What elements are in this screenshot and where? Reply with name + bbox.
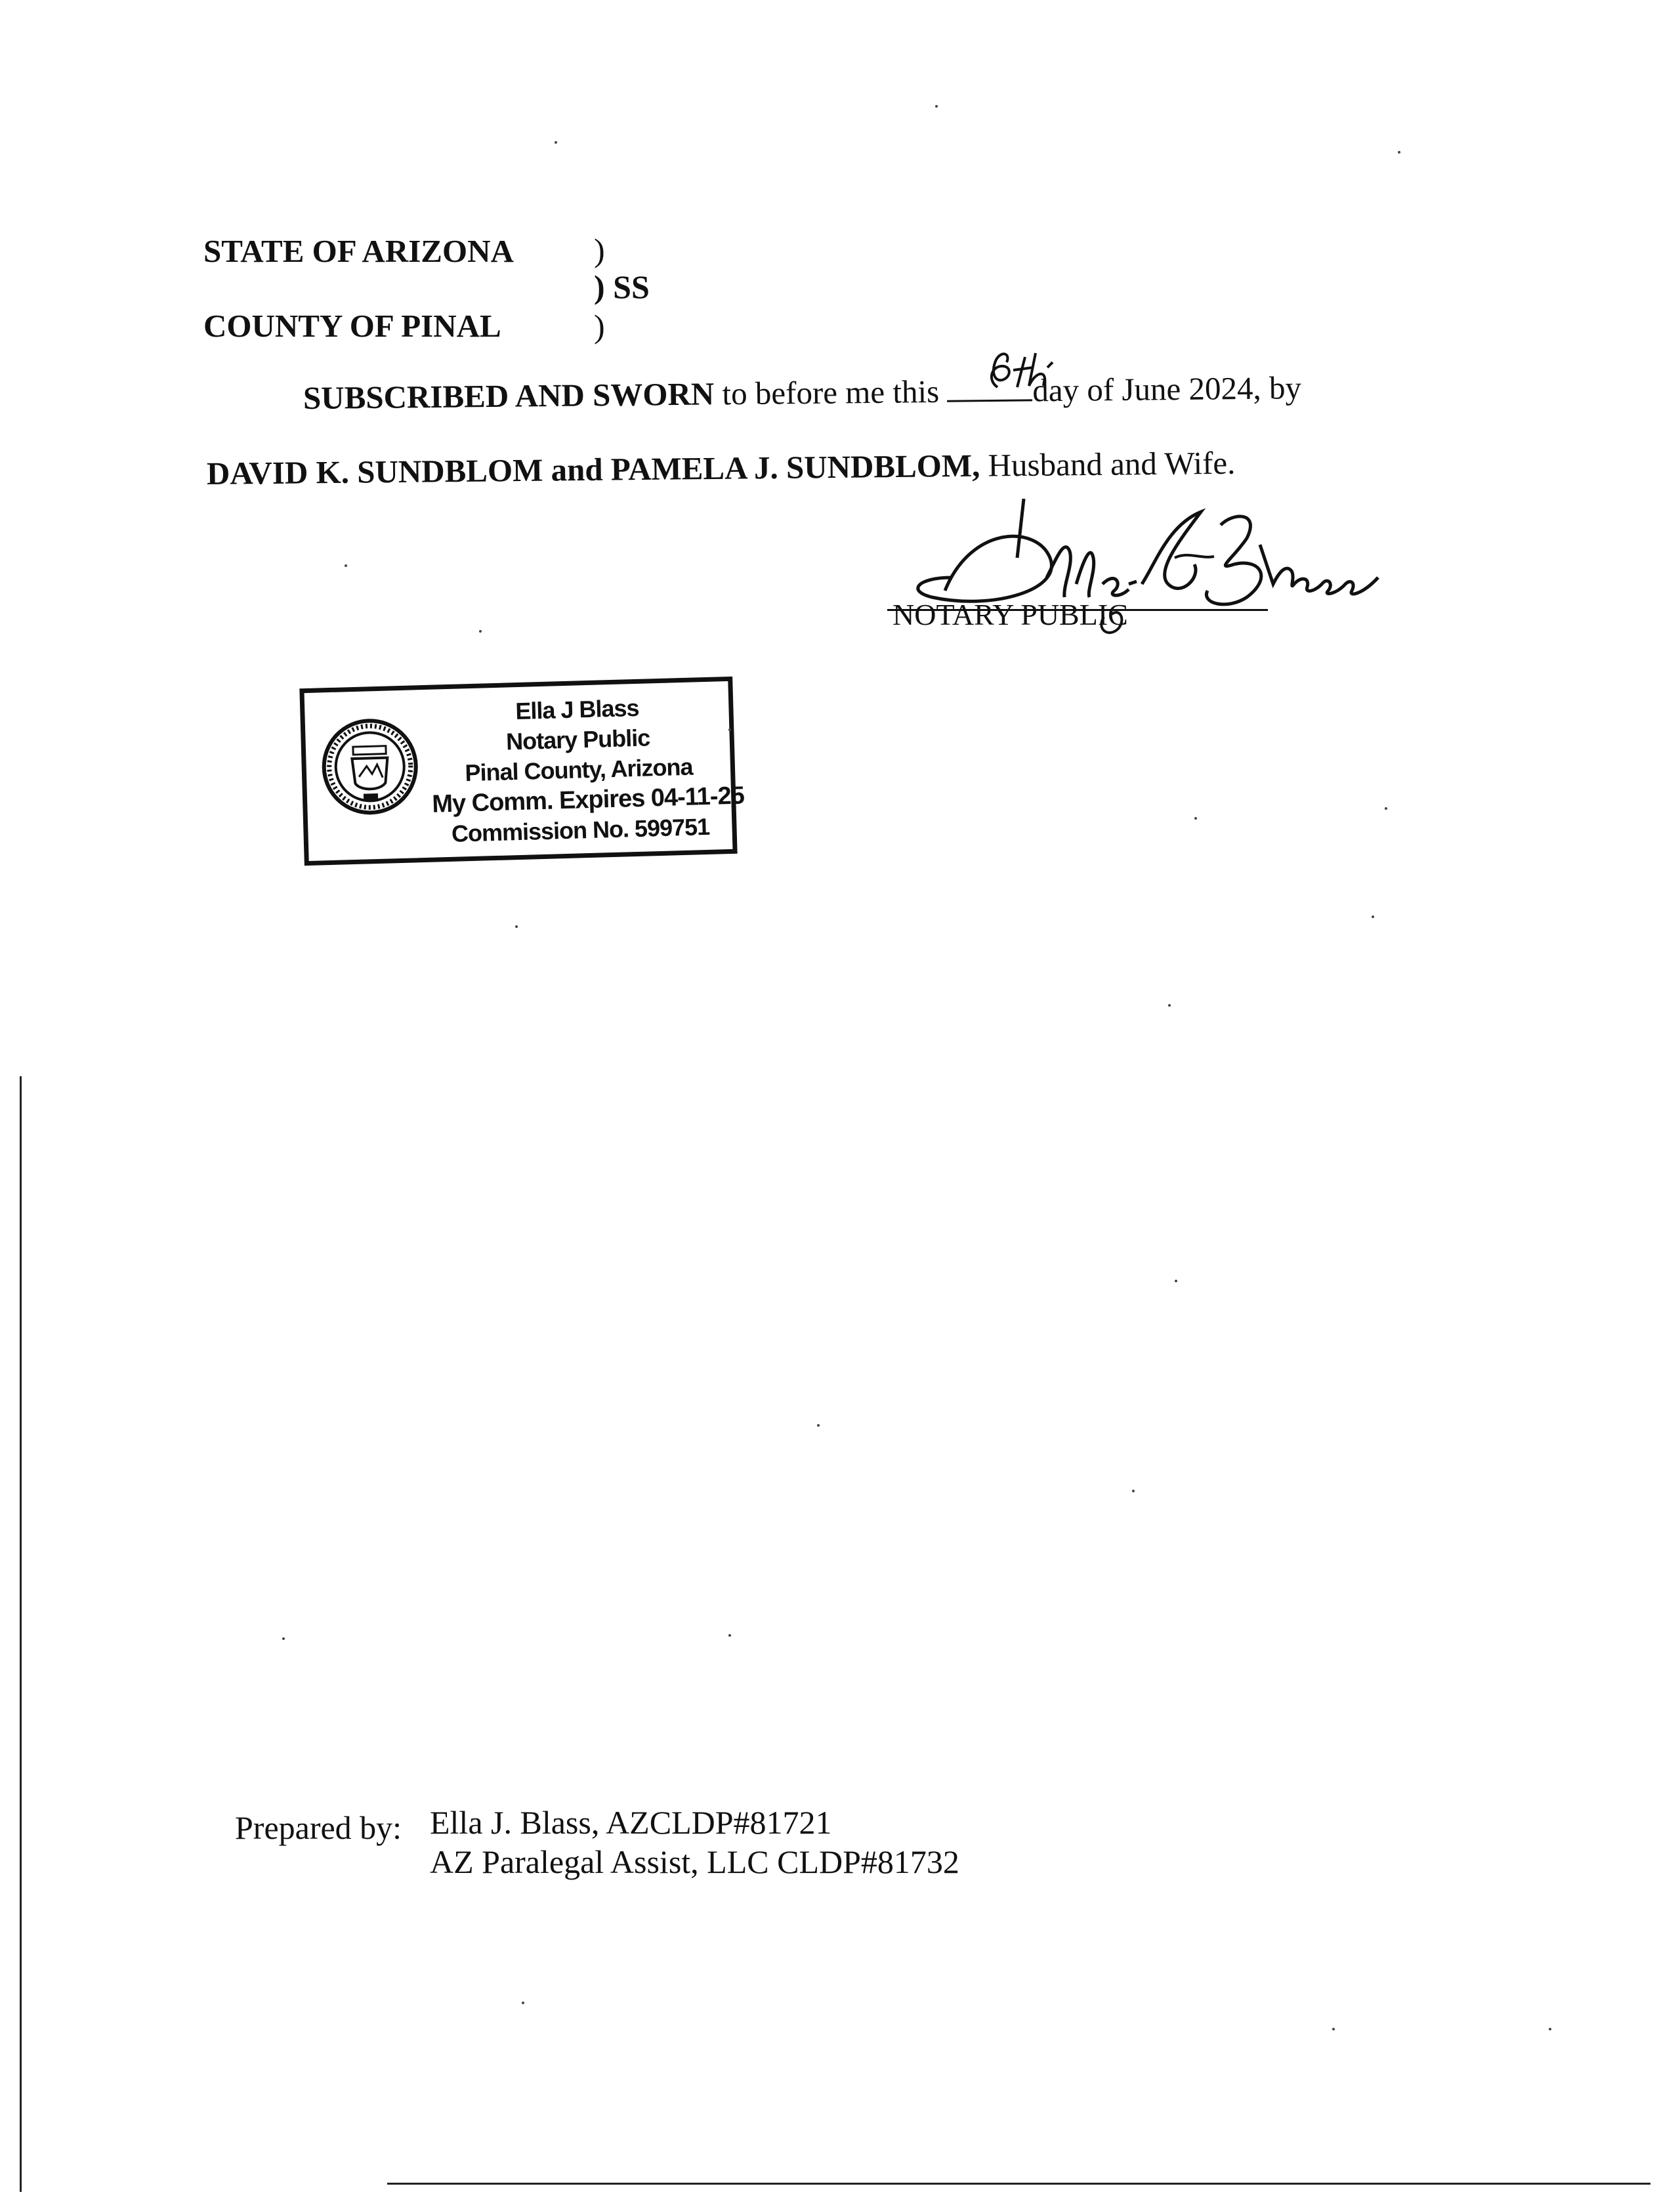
stamp-notary-name: Ella J Blass	[514, 694, 640, 725]
scan-speck	[1132, 1490, 1135, 1492]
stamp-commission: Commission No. 599751	[451, 812, 710, 847]
affiant-names: DAVID K. SUNDBLOM and PAMELA J. SUNDBLOM,	[206, 447, 980, 492]
venue-paren-top: )	[594, 232, 605, 268]
scan-speck	[555, 141, 557, 144]
venue-ss: ) SS	[594, 268, 650, 305]
scan-speck	[935, 105, 938, 108]
scan-speck	[1372, 915, 1374, 918]
notary-public-label: NOTARY PUBLIC	[892, 598, 1128, 631]
stamp-county: Pinal County, Arizona	[464, 753, 693, 787]
affiant-relation: Husband and Wife.	[980, 444, 1236, 484]
scan-speck	[282, 1637, 285, 1640]
scan-edge-line	[20, 1076, 22, 2192]
scan-speck	[1332, 2028, 1335, 2030]
scan-speck	[1398, 151, 1400, 154]
notary-stamp	[299, 677, 745, 866]
county-label: COUNTY OF PINAL	[203, 308, 501, 344]
scan-speck	[1168, 1004, 1171, 1007]
prepared-by-line2: AZ Paralegal Assist, LLC CLDP#81732	[430, 1843, 959, 1880]
jurat-day-of: day of June 2024, by	[1032, 369, 1302, 409]
scan-speck	[522, 2002, 524, 2004]
arizona-seal-icon	[320, 716, 421, 817]
jurat-line	[303, 370, 1302, 414]
stamp-expiration: My Comm. Expires 04-11-25	[431, 782, 745, 818]
stamp-text	[429, 690, 745, 849]
jurat-before-me: to before me this	[713, 373, 948, 412]
bottom-rule	[387, 2183, 1650, 2185]
jurat-subscribed: SUBSCRIBED AND SWORN	[303, 375, 715, 416]
state-label: STATE OF ARIZONA	[203, 233, 514, 269]
scan-speck	[817, 1424, 820, 1427]
scan-speck	[1549, 2028, 1551, 2030]
scan-speck	[728, 1634, 731, 1637]
venue-paren-bottom: )	[594, 308, 605, 345]
scan-speck	[515, 925, 518, 928]
scan-speck	[1175, 1280, 1177, 1282]
stamp-title: Notary Public	[505, 724, 650, 755]
affiant-line	[206, 444, 1236, 492]
scan-speck	[1194, 817, 1197, 820]
scan-speck	[1385, 807, 1387, 810]
scan-speck	[345, 564, 347, 567]
handwritten-day	[984, 348, 1070, 400]
scan-speck	[479, 630, 482, 633]
scan-speck	[728, 728, 731, 731]
prepared-by-line1: Ella J. Blass, AZCLDP#81721	[430, 1804, 832, 1841]
prepared-by-label: Prepared by:	[235, 1809, 402, 1846]
